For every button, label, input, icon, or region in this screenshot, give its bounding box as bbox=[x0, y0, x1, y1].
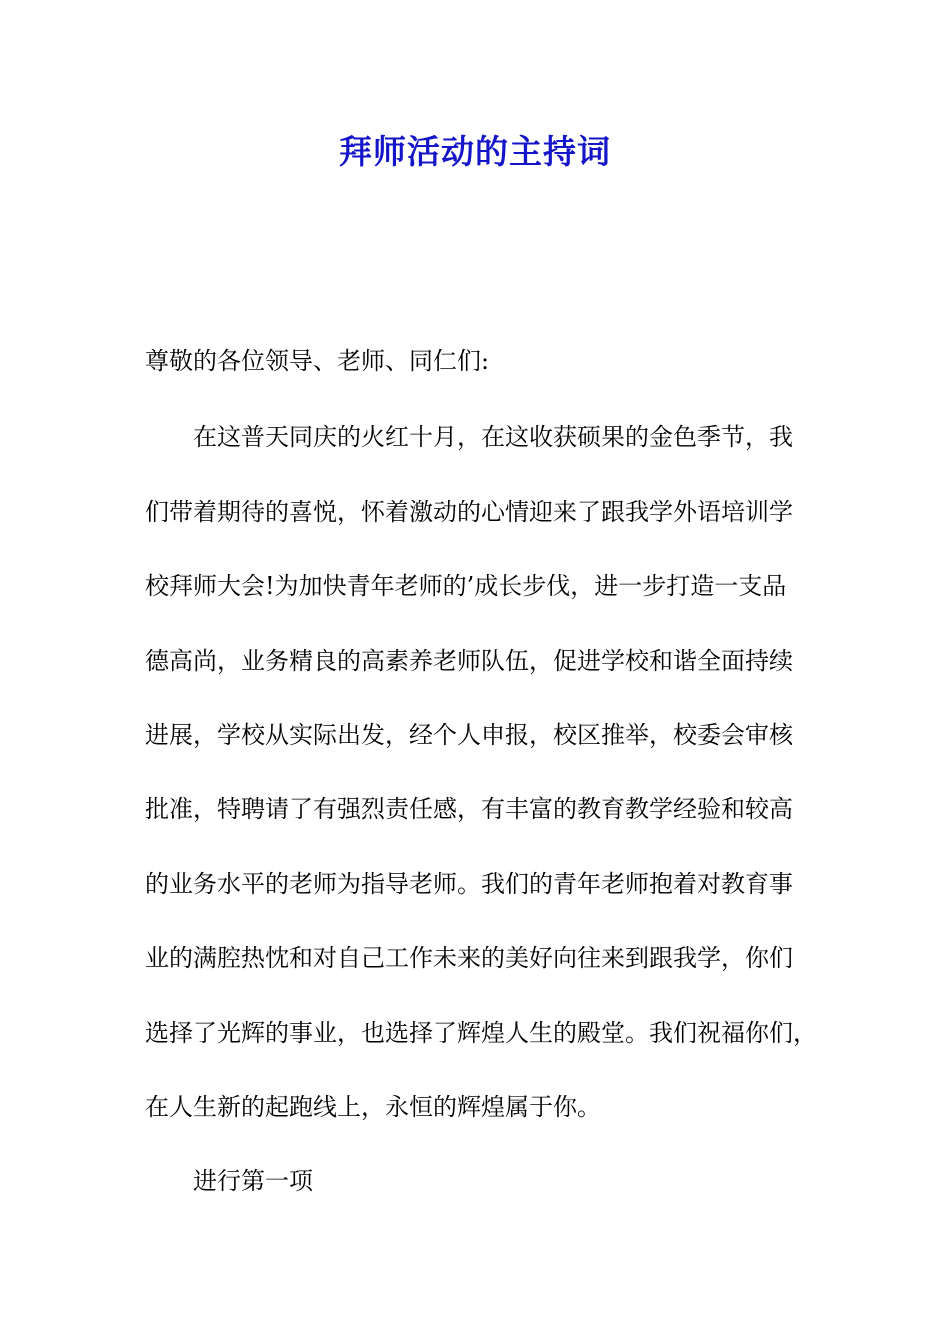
paragraph-line-6: 批准，特聘请了有强烈责任感，有丰富的教育教学经验和较高 bbox=[145, 795, 793, 823]
paragraph-line-1: 在这普天同庆的火红十月，在这收获硕果的金色季节，我 bbox=[193, 423, 793, 451]
salutation: 尊敬的各位领导、老师、同仁们: bbox=[145, 347, 490, 375]
paragraph-line-7: 的业务水平的老师为指导老师。我们的青年老师抱着对教育事 bbox=[145, 870, 793, 898]
paragraph-line-4: 德高尚，业务精良的高素养老师队伍，促进学校和谐全面持续 bbox=[145, 647, 793, 675]
paragraph-line-2: 们带着期待的喜悦，怀着激动的心情迎来了跟我学外语培训学 bbox=[145, 498, 793, 526]
paragraph-line-8: 业的满腔热忱和对自己工作未来的美好向往来到跟我学，你们 bbox=[145, 944, 793, 972]
next-item-line: 进行第一项 bbox=[193, 1167, 313, 1195]
document-title: 拜师活动的主持词 bbox=[339, 132, 611, 171]
paragraph-line-10: 在人生新的起跑线上，永恒的辉煌属于你。 bbox=[145, 1093, 601, 1121]
paragraph-line-5: 进展，学校从实际出发，经个人申报，校区推举，校委会审核 bbox=[145, 721, 793, 749]
paragraph-line-9: 选择了光辉的事业，也选择了辉煌人生的殿堂。我们祝福你们， bbox=[145, 1019, 817, 1047]
paragraph-line-3: 校拜师大会!为加快青年老师的’成长步伐，进一步打造一支品 bbox=[145, 572, 787, 600]
